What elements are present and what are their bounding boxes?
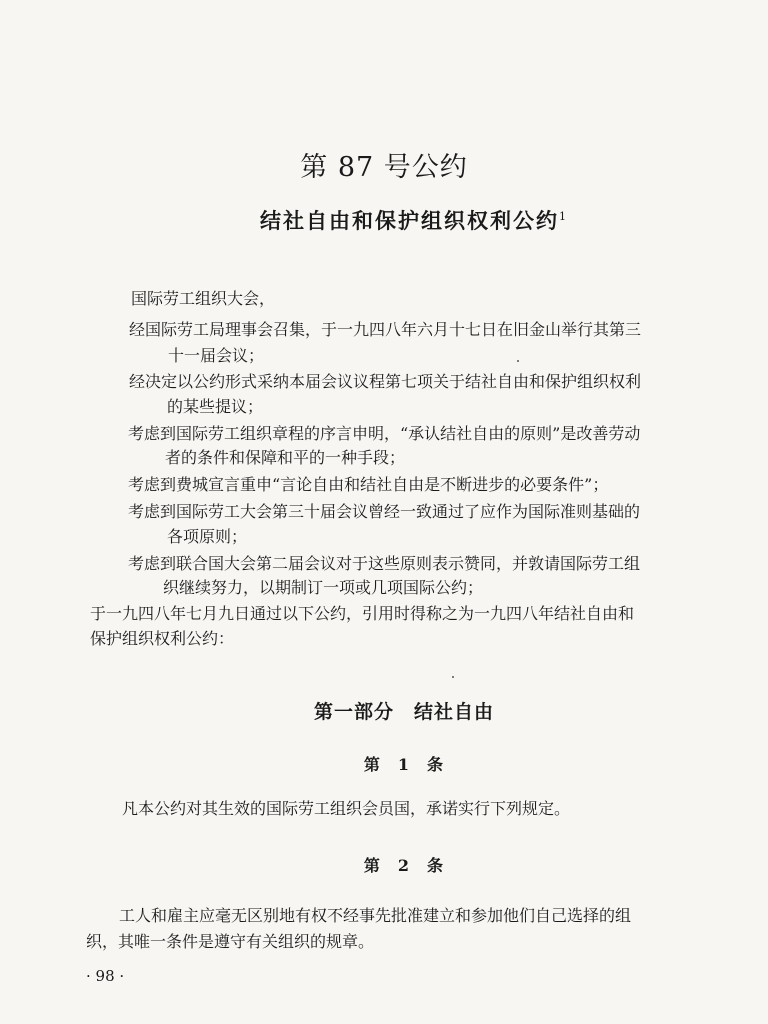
preamble-line: 经决定以公约形式采纳本届会议议程第七项关于结社自由和保护组织权利 (129, 372, 642, 391)
preamble-line: 国际劳工组织大会， (131, 289, 276, 308)
article-2-text-line: 工人和雇主应毫无区别地有权不经事先批准建立和参加他们自己选择的组 (119, 906, 632, 925)
preamble-line: 于一九四八年七月九日通过以下公约，引用时得称之为一九四八年结社自由和 (90, 604, 635, 623)
article-2-text-line: 织，其唯一条件是遵守有关组织的规章。 (86, 932, 375, 951)
preamble-line: 考虑到联合国大会第二届会议对于这些原则表示赞同，并敦请国际劳工组 (128, 554, 641, 573)
scan-speck (452, 676, 454, 678)
preamble-line: 经国际劳工局理事会召集，于一九四八年六月十七日在旧金山举行其第三 (129, 320, 642, 339)
subtitle-text: 结社自由和保护组织权利公约 (260, 208, 559, 233)
article-1-heading: 第 1 条 (363, 755, 445, 774)
convention-subtitle (0, 205, 768, 235)
preamble-line: 考虑到国际劳工大会第三十届会议曾经一致通过了应作为国际准则基础的 (128, 502, 641, 521)
preamble-line: 的某些提议； (167, 397, 264, 416)
preamble-line: 考虑到国际劳工组织章程的序言申明，“承认结社自由的原则”是改善劳动 (128, 424, 641, 443)
preamble-line: 考虑到费城宣言重申“言论自由和结社自由是不断进步的必要条件”； (128, 475, 609, 494)
convention-title: 第 87 号公约 (300, 152, 468, 183)
scan-speck (517, 360, 519, 362)
preamble-line: 保护组织权利公约： (90, 629, 235, 648)
preamble-line: 各项原则； (167, 527, 248, 546)
article-1-text: 凡本公约对其生效的国际劳工组织会员国，承诺实行下列规定。 (122, 799, 571, 818)
preamble-line: 十一届会议； (168, 346, 265, 365)
preamble-line: 织继续努力，以期制订一项或几项国际公约； (163, 578, 484, 597)
page-number: · 98 · (86, 967, 125, 985)
footnote-marker: 1 (559, 210, 568, 223)
part-heading: 第一部分 结社自由 (313, 701, 494, 723)
article-2-heading: 第 2 条 (363, 856, 445, 875)
preamble-line: 者的条件和保障和平的一种手段； (165, 448, 406, 467)
